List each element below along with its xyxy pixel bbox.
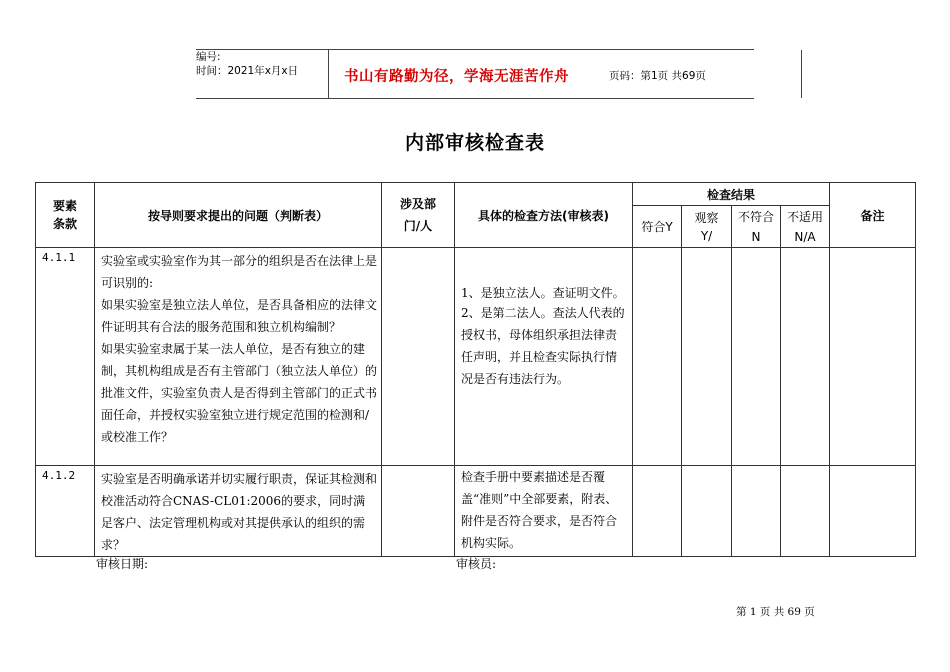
- question-line: 如果实验室是独立法人单位，是否具备相应的法律文件证明其有合法的服务范围和独立机构编制？: [101, 298, 378, 334]
- header-question: 按导则要求提出的问题（判断表）: [95, 183, 382, 248]
- header-element-label: 要素条款: [52, 199, 77, 231]
- header-dept-label: 涉及部门/人: [399, 197, 436, 233]
- method-line: 1、是独立法人。查证明文件。: [461, 286, 625, 300]
- row-observe: [682, 466, 732, 557]
- page-number: 第 1 页 共 69 页: [736, 606, 815, 618]
- header-na-label: 不适用N/A: [787, 209, 824, 244]
- table-row: [36, 248, 916, 466]
- header-observe: [682, 206, 732, 248]
- header-observe-label: 观察Y/: [694, 210, 719, 243]
- header-page-info: 页码：第1页 共69页: [609, 70, 706, 82]
- header-nonconform: [732, 206, 781, 248]
- header-motto-layer: [196, 49, 754, 97]
- auditor-label: 审核员:: [456, 557, 497, 571]
- table-row: [36, 466, 916, 557]
- header-result: 检查结果: [633, 183, 830, 206]
- row-question: [95, 466, 382, 557]
- header-nonconform-label: 不符合N: [738, 209, 775, 244]
- row-remark: [830, 248, 916, 466]
- row-dept: [382, 466, 455, 557]
- row-remark: [830, 466, 916, 557]
- header-element: [36, 183, 95, 248]
- time-label: 时间：2021年x月x日: [196, 65, 299, 77]
- row-conform: [633, 466, 682, 557]
- row-conform: [633, 248, 682, 466]
- audit-date-label: 审核日期:: [96, 557, 149, 571]
- row-na: [781, 248, 830, 466]
- question-line: 如果实验室隶属于某一法人单位，是否有独立的建制，其机构组成是否有主管部门（独立法人单位）的批准文件，实验室负责人是否得到主管部门的正式书面任命，并授权实验室独立进行规定范围的检测和/或校准工作？: [101, 342, 378, 444]
- method-line: 检查手册中要素描述是否覆盖“准则”中全部要素，附表、附件是否符合要求，是否符合机构实际。: [461, 470, 618, 550]
- audit-checklist-table: [35, 182, 916, 557]
- row-nonconform: [732, 466, 781, 557]
- row-clause: 4.1.2: [36, 466, 95, 557]
- row-dept: [382, 248, 455, 466]
- row-na: [781, 466, 830, 557]
- row-nonconform: [732, 248, 781, 466]
- row-observe: [682, 248, 732, 466]
- header-method: 具体的检查方法(审核表): [455, 183, 633, 248]
- number-label: 编号:: [196, 51, 221, 63]
- page-title: 内部审核检查表: [404, 132, 545, 154]
- header-motto: 书山有路勤为径，学海无涯苦作舟: [344, 68, 569, 85]
- method-line: 2、是第二法人。查法人代表的授权书，母体组织承担法律责任声明，并且检查实际执行情况是否有违法行为。: [461, 306, 625, 386]
- question-line: 实验室是否明确承诺并切实履行职责，保证其检测和校准活动符合CNAS-CL01:2006的要求，同时满足客户、法定管理机构或对其提供承认的组织的需求？: [101, 472, 378, 552]
- header-conform: 符合Y: [633, 206, 682, 248]
- header-dept: [382, 183, 455, 248]
- header-remark: 备注: [830, 183, 916, 248]
- row-method: [455, 466, 633, 557]
- row-method: [455, 248, 633, 466]
- question-line: 实验室或实验室作为其一部分的组织是否在法律上是可识别的:: [101, 254, 378, 290]
- row-clause: 4.1.1: [36, 248, 95, 466]
- header-na: [781, 206, 830, 248]
- row-question: [95, 248, 382, 466]
